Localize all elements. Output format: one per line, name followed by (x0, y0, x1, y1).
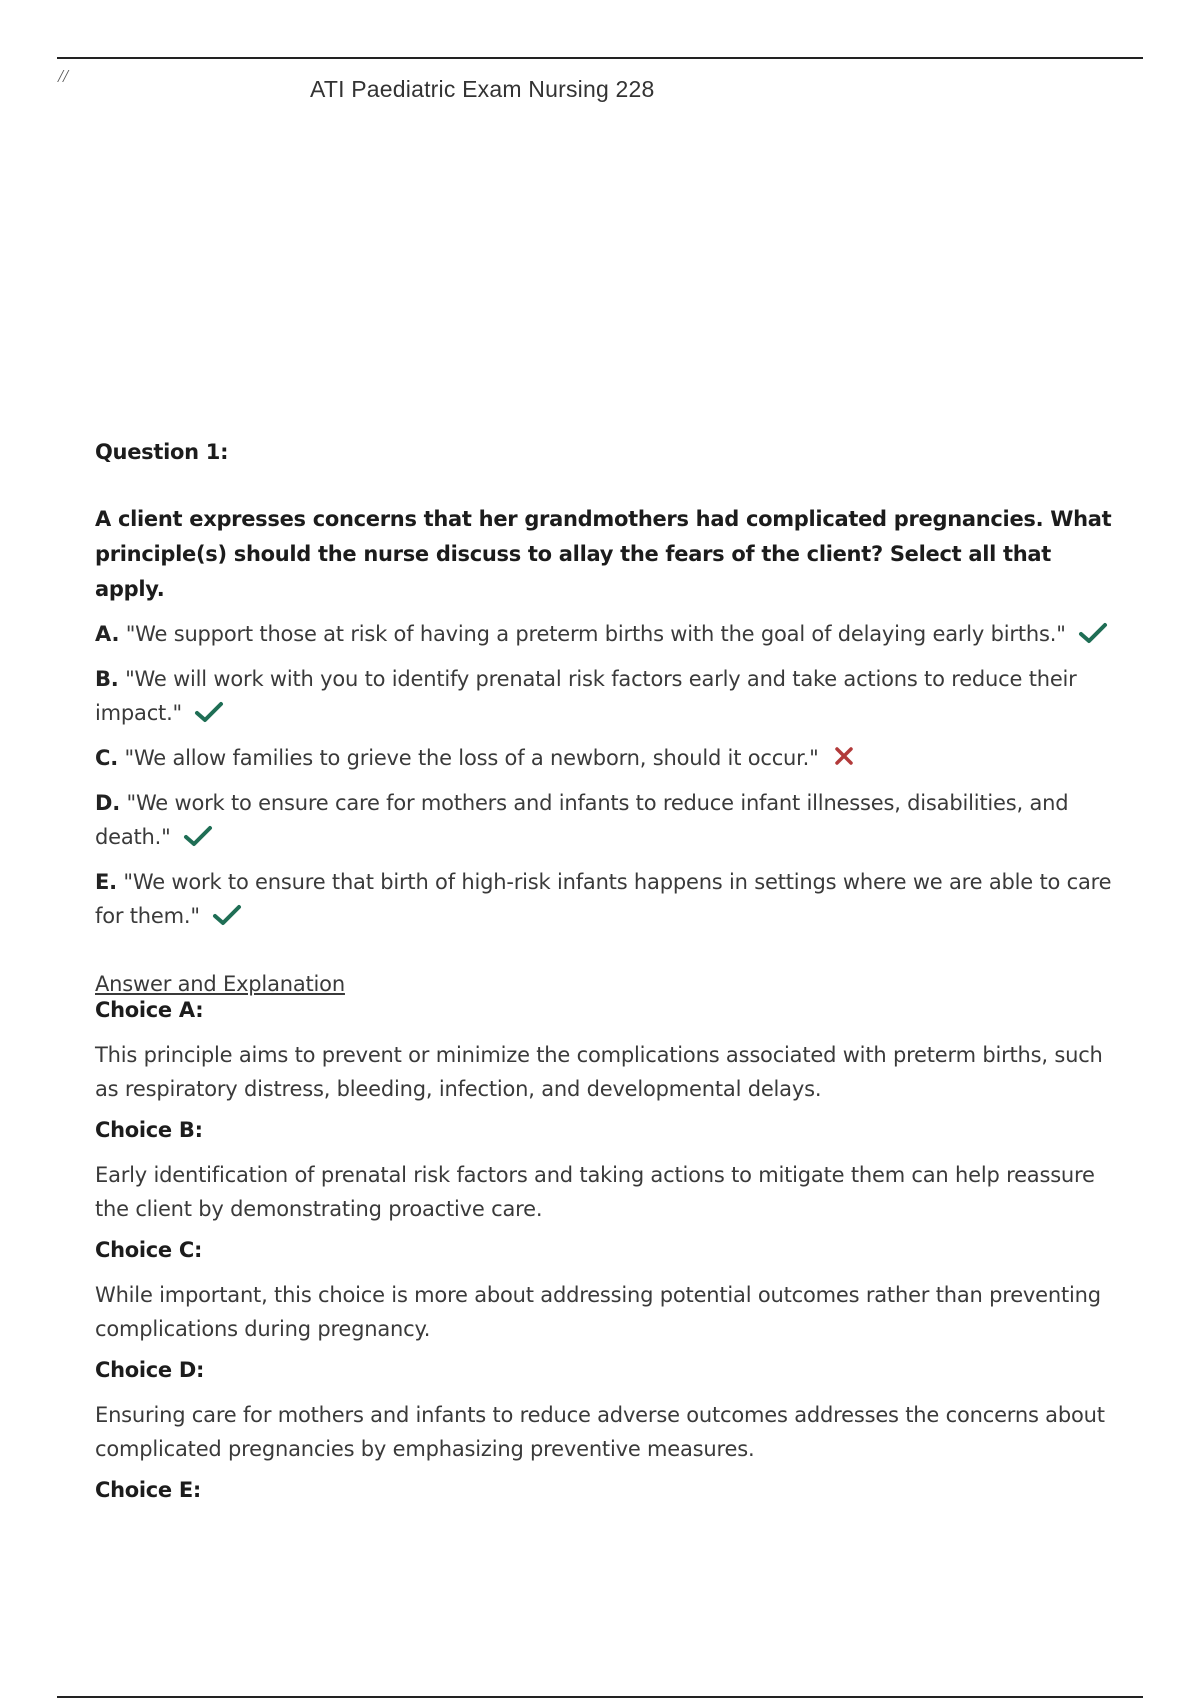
option-letter: D. (95, 791, 121, 815)
question-content (95, 440, 1115, 1518)
header-marker: // (58, 66, 69, 86)
choice-heading: Choice C: (95, 1238, 203, 1262)
choice-heading: Choice B: (95, 1118, 203, 1142)
choice-explanation: Ensuring care for mothers and infants to reduce adverse outcomes addresses the concerns about complicated pregnancies by emphasizing preventive measures. (95, 1403, 1105, 1461)
checkmark-icon (183, 824, 213, 848)
option-text: "We work to ensure that birth of high-risk infants happens in settings where we are able to care for them." (95, 870, 1112, 928)
checkmark-icon (212, 903, 242, 927)
bottom-rule (57, 1696, 1143, 1698)
choice-explanation: While important, this choice is more about addressing potential outcomes rather than preventing complications during pregnancy. (95, 1283, 1101, 1341)
answer-explanation-link[interactable]: Answer and Explanation (95, 972, 345, 996)
choice-heading: Choice D: (95, 1358, 205, 1382)
option-text: "We work to ensure care for mothers and infants to reduce infant illnesses, disabilities, and death." (95, 791, 1069, 849)
choice-heading: Choice A: (95, 998, 204, 1022)
answer-option-e[interactable] (95, 865, 1115, 933)
option-letter: E. (95, 870, 117, 894)
checkmark-icon (1078, 621, 1108, 645)
checkmark-icon (194, 700, 224, 724)
top-rule (57, 57, 1143, 59)
option-letter: C. (95, 746, 118, 770)
option-text: "We will work with you to identify prenatal risk factors early and take actions to reduce their impact." (95, 667, 1077, 725)
document-title: ATI Paediatric Exam Nursing 228 (310, 76, 655, 102)
answer-option-d[interactable] (95, 786, 1115, 854)
question-label: Question 1: (95, 440, 229, 464)
question-prompt: A client expresses concerns that her grandmothers had complicated pregnancies. What principle(s) should the nurse discuss to allay the fears of the client? Select all that apply. (95, 507, 1112, 601)
option-letter: B. (95, 667, 119, 691)
option-letter: A. (95, 622, 120, 646)
explanation-list (95, 998, 1115, 1502)
choice-explanation: This principle aims to prevent or minimize the complications associated with preterm births, such as respiratory distress, bleeding, infection, and developmental delays. (95, 1043, 1103, 1101)
option-text: "We allow families to grieve the loss of a newborn, should it occur." (124, 746, 819, 770)
answer-option-c[interactable] (95, 741, 1115, 775)
options-list (95, 617, 1115, 933)
answer-option-b[interactable] (95, 662, 1115, 730)
option-text: "We support those at risk of having a preterm births with the goal of delaying early births." (125, 622, 1066, 646)
choice-explanation: Early identification of prenatal risk factors and taking actions to mitigate them can help reassure the client by demonstrating proactive care. (95, 1163, 1095, 1221)
cross-icon (831, 745, 861, 769)
choice-heading: Choice E: (95, 1478, 202, 1502)
answer-option-a[interactable] (95, 617, 1115, 651)
